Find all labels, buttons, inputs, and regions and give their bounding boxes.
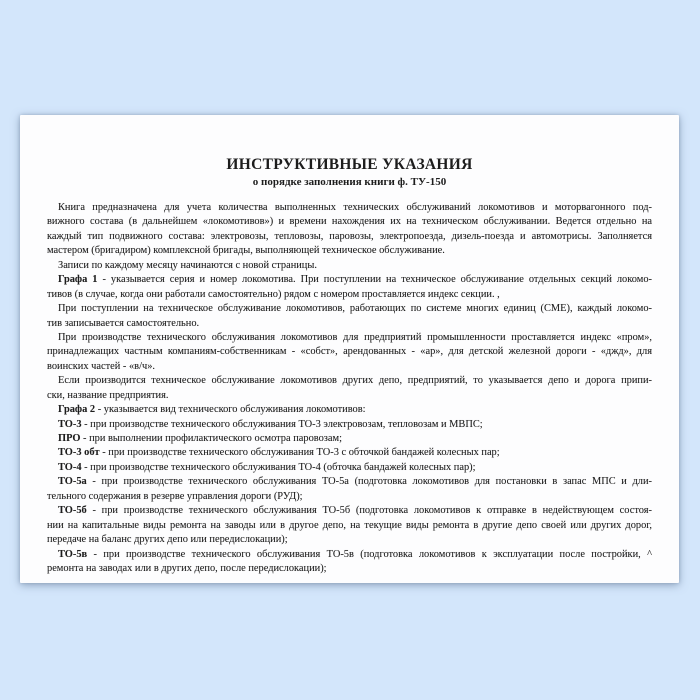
text-line: ТО-5в - при производстве технического обслуживания ТО-5в (подготовка локомотивов к эксплуатации после постройки, ^ <box>58 548 652 560</box>
document-page <box>20 115 679 583</box>
text-line: ремонта на заводах или в других депо, после передислокации); <box>47 562 327 574</box>
text-line: ТО-5б - при производстве технического обслуживания ТО-5б (подготовка локомотивов к отправке в недействующем состоя- <box>58 505 652 517</box>
document-body <box>47 201 652 576</box>
term-label: ТО-4 <box>58 461 82 473</box>
term-label: Графа 1 <box>58 274 98 286</box>
text-line: Если производится техническое обслуживание локомотивов других депо, предприятий, то указывается депо и дорога припи- <box>58 375 652 387</box>
text-line: ТО-3 - при производстве технического обслуживания ТО-3 электровозам, тепловозам и МВПС; <box>58 418 483 430</box>
term-label: ТО-5в <box>58 548 88 560</box>
term-label: ТО-3 <box>58 418 82 430</box>
term-label: Графа 2 <box>58 404 96 416</box>
text-line: тельного содержания в резерве управления дороги (РУД); <box>47 490 303 502</box>
text-line: Графа 2 - указывается вид технического обслуживания локомотивов: <box>58 404 366 416</box>
text-line: мастером (бригадиром) комплексной бригады, выполняющей техническое обслуживание. <box>47 245 445 257</box>
term-label: ТО-5б <box>58 505 87 517</box>
text-line: нии на капитальные виды ремонта на заводы или в другое депо, на текущие виды ремонта в другие депо своей или других дорог, <box>47 519 652 531</box>
text-line: ТО-5а - при производстве технического обслуживания ТО-5а (подготовка локомотивов для постановки в запас МПС и дли- <box>58 476 652 488</box>
text-line: каждый тип подвижного состава: электровозы, тепловозы, паровозы, электропоезда, дизель-поезда и автомотрисы. Заполняется <box>47 230 652 242</box>
text-line: воинских частей - «в/ч». <box>47 360 155 372</box>
text-line: тивов (в случае, когда они работали самостоятельно) рядом с номером проставляется индекс секции. , <box>47 288 500 300</box>
text-line: тив записывается самостоятельно. <box>47 317 200 329</box>
text-line: Записи по каждому месяцу начинаются с новой страницы. <box>58 259 317 271</box>
term-label: ТО-3 обт <box>58 447 100 459</box>
document-subtitle: о порядке заполнения книги ф. ТУ-150 <box>252 176 447 188</box>
text-line: ТО-3 обт - при производстве технического обслуживания ТО-3 с обточкой бандажей колесных пар; <box>58 447 500 459</box>
text-line: ТО-4 - при производстве технического обслуживания ТО-4 (обточка бандажей колесных пар); <box>58 461 476 473</box>
text-line: ПРО - при выполнении профилактического осмотра паровозам; <box>58 433 342 444</box>
term-label: ТО-5а <box>58 476 87 488</box>
text-line: Графа 1 - указывается серия и номер локомотива. При поступлении на техническое обслуживание отдельных секций локомо- <box>58 274 652 286</box>
text-line: ски, название предприятия. <box>47 389 169 401</box>
text-line: Книга предназначена для учета количества выполненных технических обслуживаний локомотивов и моторвагонного под- <box>58 202 652 213</box>
text-line: передаче на баланс других депо или передислокации); <box>47 534 288 546</box>
text-line: При производстве технического обслуживания локомотивов для предприятий промышленности проставляется индекс «пром», <box>58 331 652 343</box>
text-line: При поступлении на техническое обслуживание локомотивов, работающих по системе многих единиц (СМЕ), каждый локомо- <box>58 303 652 315</box>
text-line: вижного состава (в дальнейшем «локомотивов») и времени нахождения их на техническом обслуживании. Ведется отдельно на <box>47 216 652 228</box>
text-line: принадлежащих частным компаниям-собственникам - «собст», арендованных - «ар», для детской железной дороги - «джд», для <box>47 346 652 358</box>
document-title: ИНСТРУКТИВНЫЕ УКАЗАНИЯ <box>226 156 473 173</box>
term-label: ПРО <box>58 433 81 444</box>
